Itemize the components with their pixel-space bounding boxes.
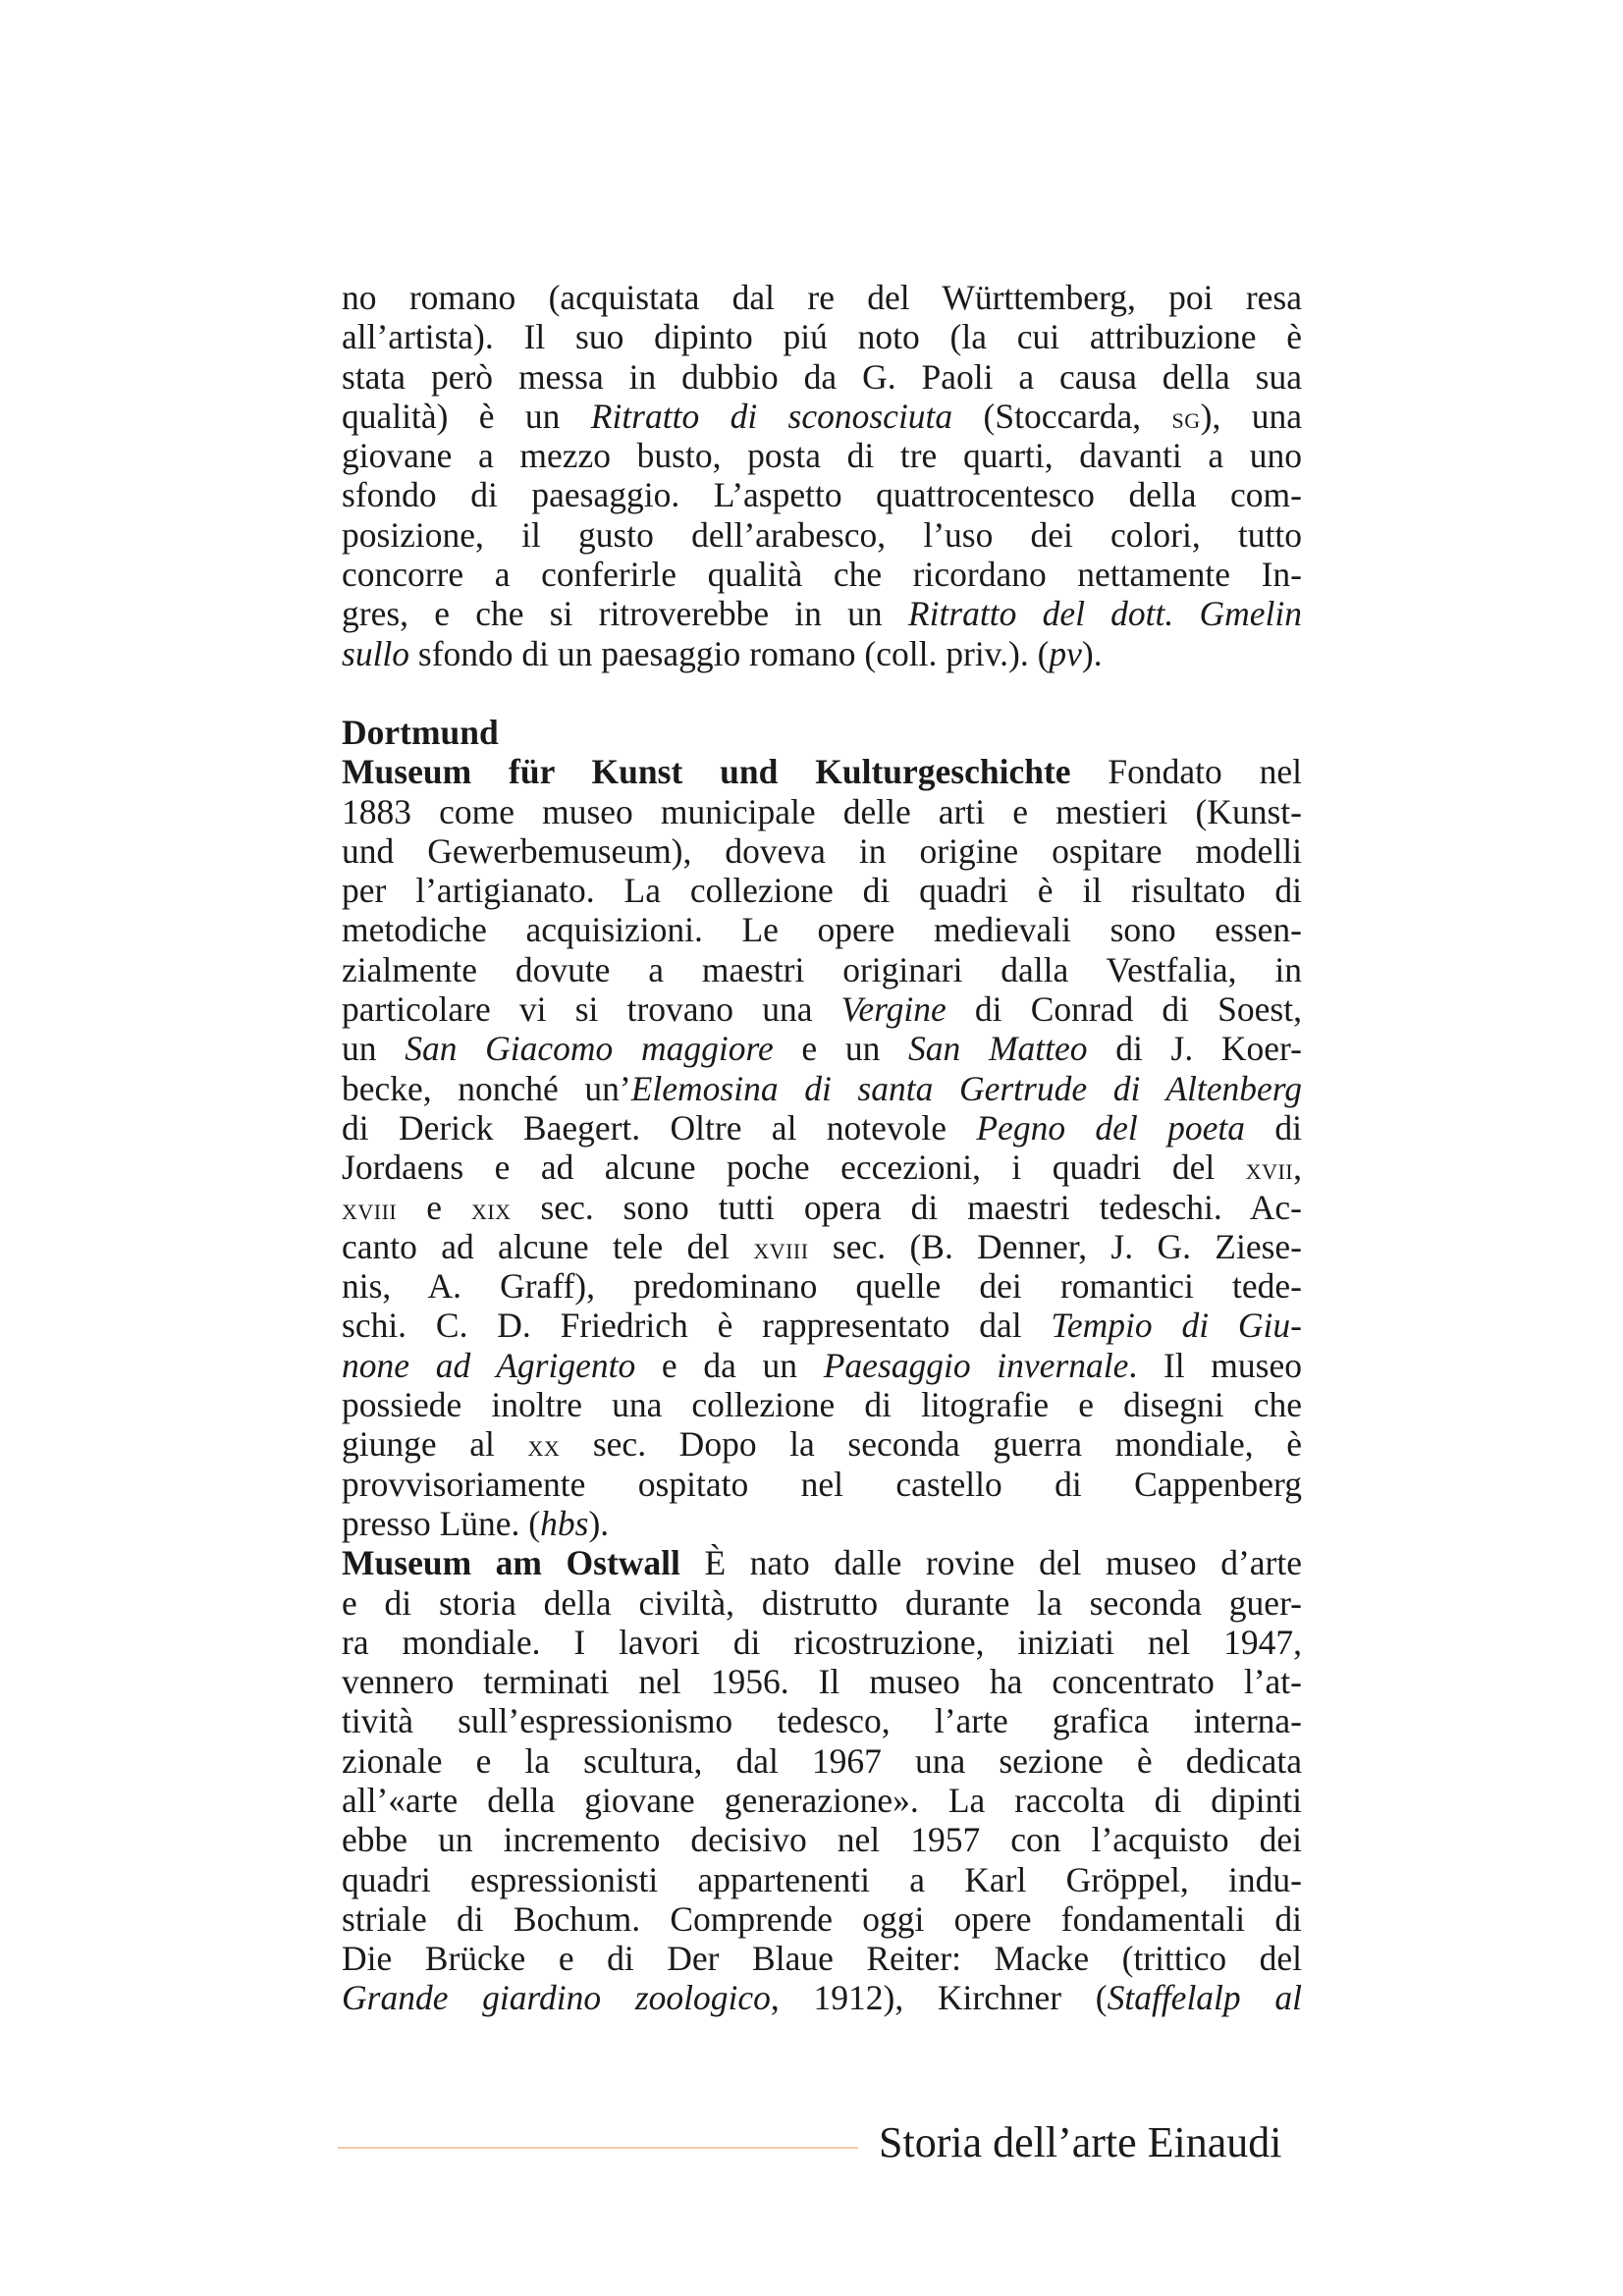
text-line: und Gewerbemuseum), doveva in origine ospitare modelli — [342, 830, 1302, 871]
text-line: giunge al xx sec. Dopo la seconda guerra mondiale, è — [342, 1424, 1302, 1465]
text-line: presso Lüne. (hbs). — [342, 1503, 610, 1543]
page-footer — [0, 2115, 1623, 2174]
text-line: sullo sfondo di un paesaggio romano (coll. priv.). (pv). — [342, 633, 1103, 673]
text-line: concorre a conferirle qualità che ricordano nettamente In- — [342, 555, 1302, 595]
text-line: Museum am Ostwall È nato dalle rovine del museo d’arte — [342, 1543, 1302, 1583]
text-line: un San Giacomo maggiore e un San Matteo di J. Koer- — [342, 1029, 1302, 1069]
text-line: metodiche acquisizioni. Le opere medievali sono essen- — [342, 910, 1302, 950]
text-line: schi. C. D. Friedrich è rappresentato dal Tempio di Giu- — [342, 1306, 1302, 1346]
publication-title: Storia dell’arte Einaudi — [879, 2118, 1282, 2166]
text-line: xviii e xix sec. sono tutti opera di maestri tedeschi. Ac- — [342, 1187, 1302, 1227]
text-line: all’«arte della giovane generazione». La raccolta di dipinti — [342, 1780, 1302, 1820]
text-line: vennero terminati nel 1956. Il museo ha concentrato l’at- — [342, 1662, 1302, 1702]
text-line: posizione, il gusto dell’arabesco, l’uso dei colori, tutto — [342, 514, 1302, 555]
text-line: quadri espressionisti appartenenti a Karl Gröppel, indu- — [342, 1859, 1302, 1899]
text-line: tività sull’espressionismo tedesco, l’arte grafica interna- — [342, 1701, 1302, 1741]
text-line: Jordaens e ad alcune poche eccezioni, i quadri del xvii, — [342, 1148, 1302, 1188]
text-line: striale di Bochum. Comprende oggi opere fondamentali di — [342, 1898, 1302, 1939]
footer-rule — [338, 2147, 858, 2149]
text-line: provvisoriamente ospitato nel castello di Cappenberg — [342, 1464, 1302, 1504]
text-line: none ad Agrigento e da un Paesaggio invernale. Il museo — [342, 1345, 1302, 1385]
text-line: ra mondiale. I lavori di ricostruzione, iniziati nel 1947, — [342, 1622, 1302, 1662]
section-heading: Dortmund — [342, 712, 499, 752]
text-line: stata però messa in dubbio da G. Paoli a causa della sua — [342, 356, 1302, 397]
text-line: Die Brücke e di Der Blaue Reiter: Macke (trittico del — [342, 1939, 1302, 1979]
text-line: canto ad alcune tele del xviii sec. (B. Denner, J. G. Ziese- — [342, 1226, 1302, 1266]
text-line: e di storia della civiltà, distrutto durante la seconda guer- — [342, 1582, 1302, 1623]
text-line: di Derick Baegert. Oltre al notevole Pegno del poeta di — [342, 1107, 1302, 1148]
text-line: zionale e la scultura, dal 1967 una sezione è dedicata — [342, 1740, 1302, 1781]
artwork-title: Ritratto di sconosciuta — [590, 396, 953, 436]
text-line: per l’artigianato. La collezione di quadri è il risultato di — [342, 871, 1302, 911]
body-text — [342, 278, 1302, 2018]
text-line: sfondo di paesaggio. L’aspetto quattrocentesco della com- — [342, 475, 1302, 515]
text-line: gres, e che si ritroverebbe in un Ritratto del dott. Gmelin — [342, 594, 1302, 634]
text-line: 1883 come museo municipale delle arti e mestieri (Kunst- — [342, 791, 1302, 831]
museum-name: Museum für Kunst und Kulturgeschichte — [342, 752, 1071, 792]
text-line: becke, nonché un’Elemosina di santa Gertrude di Altenberg — [342, 1068, 1302, 1108]
text-line: zialmente dovute a maestri originari dalla Vestfalia, in — [342, 949, 1302, 989]
text-line: qualità) è un Ritratto di sconosciuta (Stoccarda, sg), una — [342, 396, 1302, 436]
artwork-title: Ritratto del dott. Gmelin — [907, 594, 1302, 634]
museum-name: Museum am Ostwall — [342, 1543, 680, 1583]
text-line: all’artista). Il suo dipinto piú noto (la cui attribuzione è — [342, 317, 1302, 357]
text-line: Museum für Kunst und Kulturgeschichte Fondato nel — [342, 752, 1302, 792]
text-line: particolare vi si trovano una Vergine di Conrad di Soest, — [342, 989, 1302, 1030]
text-line: no romano (acquistata dal re del Württemberg, poi resa — [342, 278, 1302, 317]
text-line: nis, A. Graff), predominano quelle dei romantici tede- — [342, 1266, 1302, 1307]
text-line: possiede inoltre una collezione di litografie e disegni che — [342, 1385, 1302, 1425]
text-line: ebbe un incremento decisivo nel 1957 con l’acquisto dei — [342, 1820, 1302, 1860]
text-line: Grande giardino zoologico, 1912), Kirchner (Staffelalp al — [342, 1978, 1302, 2018]
text-line: giovane a mezzo busto, posta di tre quarti, davanti a uno — [342, 436, 1302, 476]
